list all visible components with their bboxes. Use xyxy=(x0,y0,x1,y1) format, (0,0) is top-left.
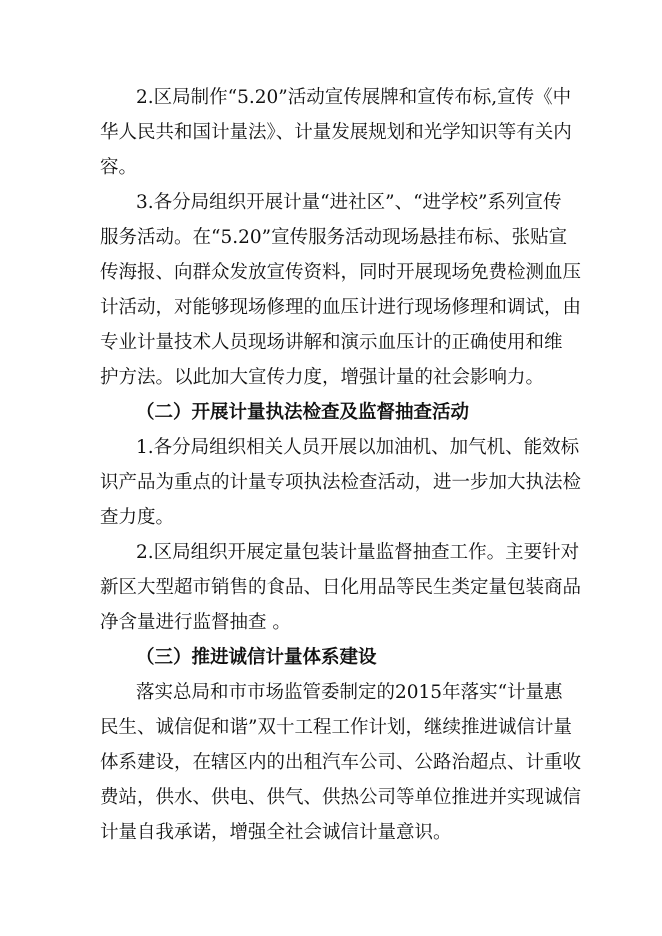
paragraph-enforcement-2-line-1: 2.区局组织开展定量包装计量监督抽查工作。主要针对 xyxy=(136,542,580,563)
paragraph-item-2-line-2: 华人民共和国计量法》、计量发展规划和光学知识等有关内 xyxy=(100,122,572,143)
paragraph-integrity-line-5: 计量自我承诺，增强全社会诚信计量意识。 xyxy=(100,822,452,843)
section-heading-2: （二）开展计量执法检查及监督抽查活动 xyxy=(136,402,470,423)
paragraph-item-3-line-1: 3.各分局组织开展计量“进社区”、“进学校”系列宣传 xyxy=(136,192,562,213)
paragraph-enforcement-2-line-3: 净含量进行监督抽查 。 xyxy=(100,612,291,633)
paragraph-item-2-line-1: 2.区局制作“5.20”活动宣传展牌和宣传布标,宣传《中 xyxy=(136,87,572,108)
paragraph-item-3-line-5: 专业计量技术人员现场讲解和演示血压计的正确使用和维 xyxy=(100,332,563,353)
paragraph-integrity-line-2: 民生、诚信促和谐”双十工程工作计划，继续推进诚信计量 xyxy=(100,717,572,738)
paragraph-integrity-line-3: 体系建设，在辖区内的出租汽车公司、公路治超点、计重收 xyxy=(100,752,582,773)
paragraph-enforcement-1-line-2: 识产品为重点的计量专项执法检查活动，进一步加大执法检 xyxy=(100,472,582,493)
paragraph-enforcement-1-line-3: 查力度。 xyxy=(100,507,175,528)
paragraph-item-3-line-4: 计活动，对能够现场修理的血压计进行现场修理和调试，由 xyxy=(100,297,582,318)
paragraph-item-2-line-3: 容。 xyxy=(100,157,138,178)
paragraph-item-3-line-6: 护方法。以此加大宣传力度，增强计量的社会影响力。 xyxy=(100,367,545,388)
paragraph-item-3-line-3: 传海报、向群众发放宣传资料，同时开展现场免费检测血压 xyxy=(100,262,582,283)
section-heading-3: （三）推进诚信计量体系建设 xyxy=(136,647,377,668)
paragraph-integrity-line-1: 落实总局和市市场监管委制定的2015年落实“计量惠 xyxy=(136,682,563,703)
paragraph-integrity-line-4: 费站，供水、供电、供气、供热公司等单位推进并实现诚信 xyxy=(100,787,582,808)
paragraph-enforcement-1-line-1: 1.各分局组织相关人员开展以加油机、加气机、能效标 xyxy=(136,437,580,458)
paragraph-item-3-line-2: 服务活动。在“5.20”宣传服务活动现场悬挂布标、张贴宣 xyxy=(100,227,568,248)
paragraph-enforcement-2-line-2: 新区大型超市销售的食品、日化用品等民生类定量包装商品 xyxy=(100,577,582,598)
